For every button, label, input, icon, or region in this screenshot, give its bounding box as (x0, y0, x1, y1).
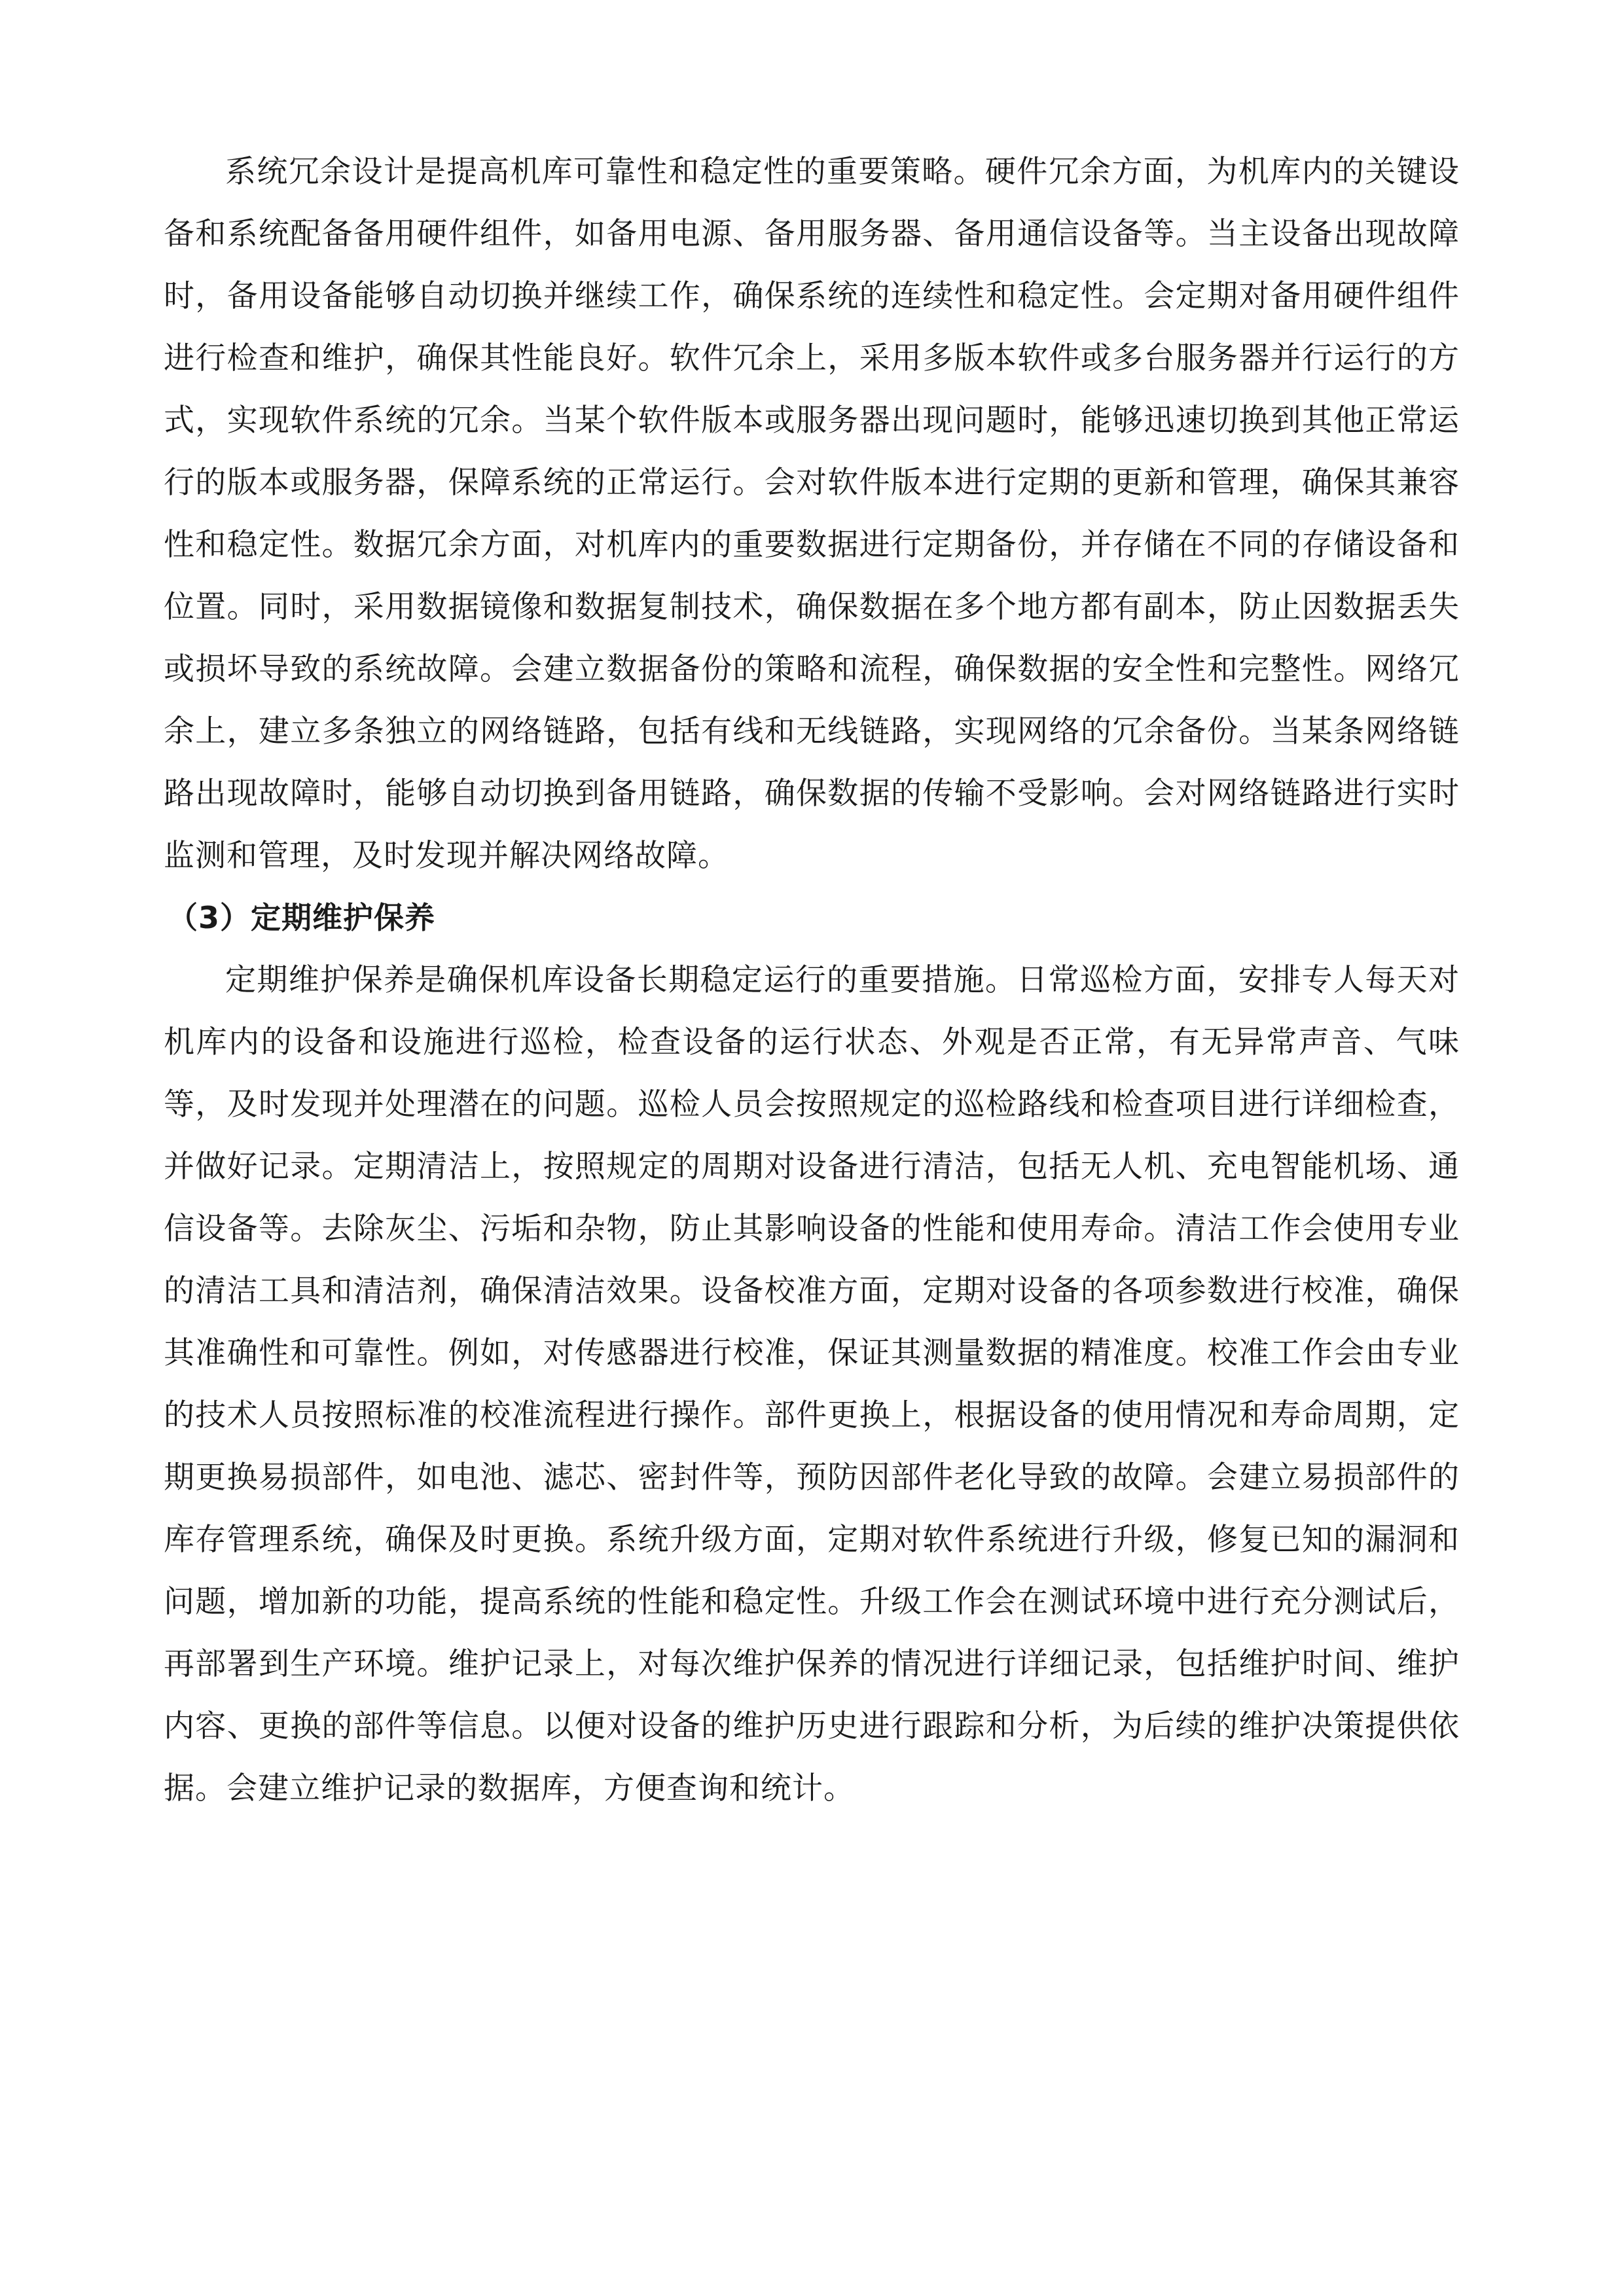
section-heading-regular-maintenance: （3）定期维护保养 (168, 900, 436, 935)
body-paragraph-regular-maintenance: 定期维护保养是确保机库设备长期稳定运行的重要措施。日常巡检方面，安排专人每天对机库内的设备和设施进行巡检，检查设备的运行状态、外观是否正常，有无异常声音、气味等，及时发现并处理潜在的问题。巡检人员会按照规定的巡检路线和检查项目进行详细检查，并做好记录。定期清洁上，按照规定的周期对设备进行清洁，包括无人机、充电智能机场、通信设备等。去除灰尘、污垢和杂物，防止其影响设备的性能和使用寿命。清洁工作会使用专业的清洁工具和清洁剂，确保清洁效果。设备校准方面，定期对设备的各项参数进行校准，确保其准确性和可靠性。例如，对传感器进行校准，保证其测量数据的精准度。校准工作会由专业的技术人员按照标准的校准流程进行操作。部件更换上，根据设备的使用情况和寿命周期，定期更换易损部件，如电池、滤芯、密封件等，预防因部件老化导致的故障。会建立易损部件的库存管理系统，确保及时更换。系统升级方面，定期对软件系统进行升级，修复已知的漏洞和问题，增加新的功能，提高系统的性能和稳定性。升级工作会在测试环境中进行充分测试后，再部署到生产环境。维护记录上，对每次维护保养的情况进行详细记录，包括维护时间、维护内容、更换的部件等信息。以便对设备的维护历史进行跟踪和分析，为后续的维护决策提供依据。会建立维护记录的数据库，方便查询和统计。 (164, 962, 1460, 1806)
document-page (164, 141, 1460, 1820)
body-paragraph-system-redundancy: 系统冗余设计是提高机库可靠性和稳定性的重要策略。硬件冗余方面，为机库内的关键设备和系统配备备用硬件组件，如备用电源、备用服务器、备用通信设备等。当主设备出现故障时，备用设备能够自动切换并继续工作，确保系统的连续性和稳定性。会定期对备用硬件组件进行检查和维护，确保其性能良好。软件冗余上，采用多版本软件或多台服务器并行运行的方式，实现软件系统的冗余。当某个软件版本或服务器出现问题时，能够迅速切换到其他正常运行的版本或服务器，保障系统的正常运行。会对软件版本进行定期的更新和管理，确保其兼容性和稳定性。数据冗余方面，对机库内的重要数据进行定期备份，并存储在不同的存储设备和位置。同时，采用数据镜像和数据复制技术，确保数据在多个地方都有副本，防止因数据丢失或损坏导致的系统故障。会建立数据备份的策略和流程，确保数据的安全性和完整性。网络冗余上，建立多条独立的网络链路，包括有线和无线链路，实现网络的冗余备份。当某条网络链路出现故障时，能够自动切换到备用链路，确保数据的传输不受影响。会对网络链路进行实时监测和管理，及时发现并解决网络故障。 (164, 154, 1460, 874)
